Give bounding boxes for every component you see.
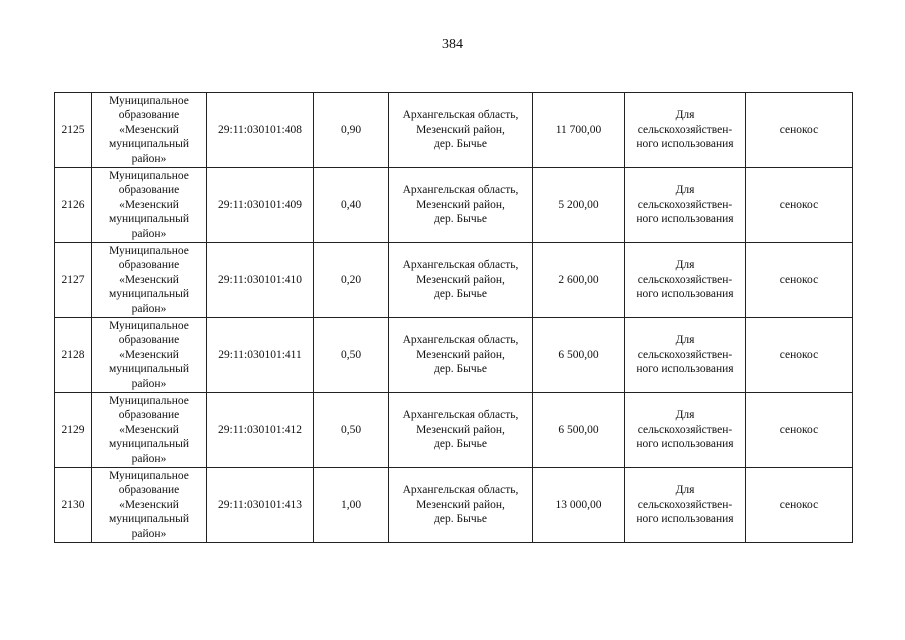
- purpose-line: ного использования: [636, 213, 734, 226]
- owner-line: «Мезенский: [119, 273, 179, 286]
- area-cell: 0,90: [314, 93, 389, 168]
- owner-line: образование: [118, 109, 180, 122]
- address-line: Архангельская область,: [402, 409, 519, 422]
- owner-line: район»: [131, 377, 167, 390]
- row-number-cell: 2126: [55, 168, 92, 243]
- purpose-line: ного использования: [636, 438, 734, 451]
- owner-line: «Мезенский: [119, 423, 179, 436]
- owner-cell: [92, 468, 207, 543]
- purpose-line: сельскохозяйствен-: [637, 123, 733, 136]
- address-line: дер. Бычье: [434, 213, 487, 226]
- row-number-cell: 2130: [55, 468, 92, 543]
- owner-cell: [92, 393, 207, 468]
- purpose-cell: [625, 168, 746, 243]
- cadastral-value-cell: 5 200,00: [533, 168, 625, 243]
- purpose-line: сельскохозяйствен-: [637, 423, 733, 436]
- usage-cell: сенокос: [746, 318, 853, 393]
- purpose-line: Для: [675, 334, 695, 347]
- owner-line: муниципальный: [108, 138, 190, 151]
- cadastral-number-cell: 29:11:030101:408: [207, 93, 314, 168]
- cadastral-value-cell: 11 700,00: [533, 93, 625, 168]
- cadastral-value-cell: 13 000,00: [533, 468, 625, 543]
- address-line: Мезенский район,: [416, 123, 505, 136]
- owner-line: Муниципальное: [109, 94, 189, 107]
- usage-cell: сенокос: [746, 243, 853, 318]
- usage-cell: сенокос: [746, 468, 853, 543]
- owner-line: Муниципальное: [109, 469, 189, 482]
- purpose-line: сельскохозяйствен-: [637, 498, 733, 511]
- area-cell: 0,40: [314, 168, 389, 243]
- page-number: 384: [442, 37, 463, 52]
- purpose-cell: [625, 243, 746, 318]
- address-cell: [389, 468, 533, 543]
- table-row: [55, 93, 853, 168]
- address-line: Мезенский район,: [416, 348, 505, 361]
- owner-line: образование: [118, 484, 180, 497]
- address-line: Мезенский район,: [416, 198, 505, 211]
- purpose-cell: [625, 93, 746, 168]
- owner-line: образование: [118, 184, 180, 197]
- purpose-line: Для: [675, 484, 695, 497]
- row-number-cell: 2125: [55, 93, 92, 168]
- purpose-line: ного использования: [636, 513, 734, 526]
- owner-line: муниципальный: [108, 438, 190, 451]
- purpose-line: сельскохозяйствен-: [637, 273, 733, 286]
- owner-line: «Мезенский: [119, 198, 179, 211]
- table-row: [55, 393, 853, 468]
- purpose-line: ного использования: [636, 138, 734, 151]
- purpose-line: ного использования: [636, 363, 734, 376]
- owner-line: муниципальный: [108, 213, 190, 226]
- area-cell: 0,20: [314, 243, 389, 318]
- registry-body: [55, 93, 853, 543]
- owner-line: район»: [131, 452, 167, 465]
- purpose-line: Для: [675, 259, 695, 272]
- address-line: дер. Бычье: [434, 363, 487, 376]
- owner-line: район»: [131, 302, 167, 315]
- purpose-line: Для: [675, 109, 695, 122]
- owner-line: район»: [131, 527, 167, 540]
- cadastral-number-cell: 29:11:030101:409: [207, 168, 314, 243]
- address-line: Архангельская область,: [402, 184, 519, 197]
- owner-line: Муниципальное: [109, 169, 189, 182]
- table-row: [55, 318, 853, 393]
- table-row: [55, 168, 853, 243]
- owner-line: район»: [131, 152, 167, 165]
- owner-cell: [92, 168, 207, 243]
- address-line: дер. Бычье: [434, 288, 487, 301]
- cadastral-number-cell: 29:11:030101:413: [207, 468, 314, 543]
- owner-line: образование: [118, 334, 180, 347]
- purpose-line: сельскохозяйствен-: [637, 348, 733, 361]
- owner-cell: [92, 243, 207, 318]
- address-cell: [389, 168, 533, 243]
- address-line: дер. Бычье: [434, 138, 487, 151]
- owner-line: образование: [118, 259, 180, 272]
- row-number-cell: 2129: [55, 393, 92, 468]
- owner-cell: [92, 318, 207, 393]
- owner-line: «Мезенский: [119, 348, 179, 361]
- owner-line: муниципальный: [108, 288, 190, 301]
- purpose-line: сельскохозяйствен-: [637, 198, 733, 211]
- row-number-cell: 2127: [55, 243, 92, 318]
- cadastral-number-cell: 29:11:030101:412: [207, 393, 314, 468]
- address-line: Архангельская область,: [402, 484, 519, 497]
- address-line: дер. Бычье: [434, 513, 487, 526]
- cadastral-value-cell: 2 600,00: [533, 243, 625, 318]
- purpose-line: Для: [675, 184, 695, 197]
- owner-line: образование: [118, 409, 180, 422]
- address-line: Мезенский район,: [416, 273, 505, 286]
- address-cell: [389, 93, 533, 168]
- address-line: Архангельская область,: [402, 259, 519, 272]
- usage-cell: сенокос: [746, 93, 853, 168]
- address-line: Мезенский район,: [416, 498, 505, 511]
- purpose-cell: [625, 393, 746, 468]
- area-cell: 0,50: [314, 393, 389, 468]
- purpose-cell: [625, 318, 746, 393]
- usage-cell: сенокос: [746, 168, 853, 243]
- address-line: Архангельская область,: [402, 109, 519, 122]
- row-number-cell: 2128: [55, 318, 92, 393]
- purpose-line: Для: [675, 409, 695, 422]
- land-registry-table: [54, 92, 853, 543]
- address-cell: [389, 318, 533, 393]
- owner-line: район»: [131, 227, 167, 240]
- cadastral-number-cell: 29:11:030101:411: [207, 318, 314, 393]
- owner-line: муниципальный: [108, 363, 190, 376]
- usage-cell: сенокос: [746, 393, 853, 468]
- address-line: Мезенский район,: [416, 423, 505, 436]
- table-row: [55, 243, 853, 318]
- owner-line: «Мезенский: [119, 123, 179, 136]
- address-line: дер. Бычье: [434, 438, 487, 451]
- owner-line: муниципальный: [108, 513, 190, 526]
- address-line: Архангельская область,: [402, 334, 519, 347]
- owner-line: Муниципальное: [109, 244, 189, 257]
- address-cell: [389, 243, 533, 318]
- owner-cell: [92, 93, 207, 168]
- area-cell: 0,50: [314, 318, 389, 393]
- table-row: [55, 468, 853, 543]
- purpose-cell: [625, 468, 746, 543]
- area-cell: 1,00: [314, 468, 389, 543]
- owner-line: Муниципальное: [109, 394, 189, 407]
- cadastral-number-cell: 29:11:030101:410: [207, 243, 314, 318]
- purpose-line: ного использования: [636, 288, 734, 301]
- owner-line: Муниципальное: [109, 319, 189, 332]
- cadastral-value-cell: 6 500,00: [533, 318, 625, 393]
- cadastral-value-cell: 6 500,00: [533, 393, 625, 468]
- address-cell: [389, 393, 533, 468]
- owner-line: «Мезенский: [119, 498, 179, 511]
